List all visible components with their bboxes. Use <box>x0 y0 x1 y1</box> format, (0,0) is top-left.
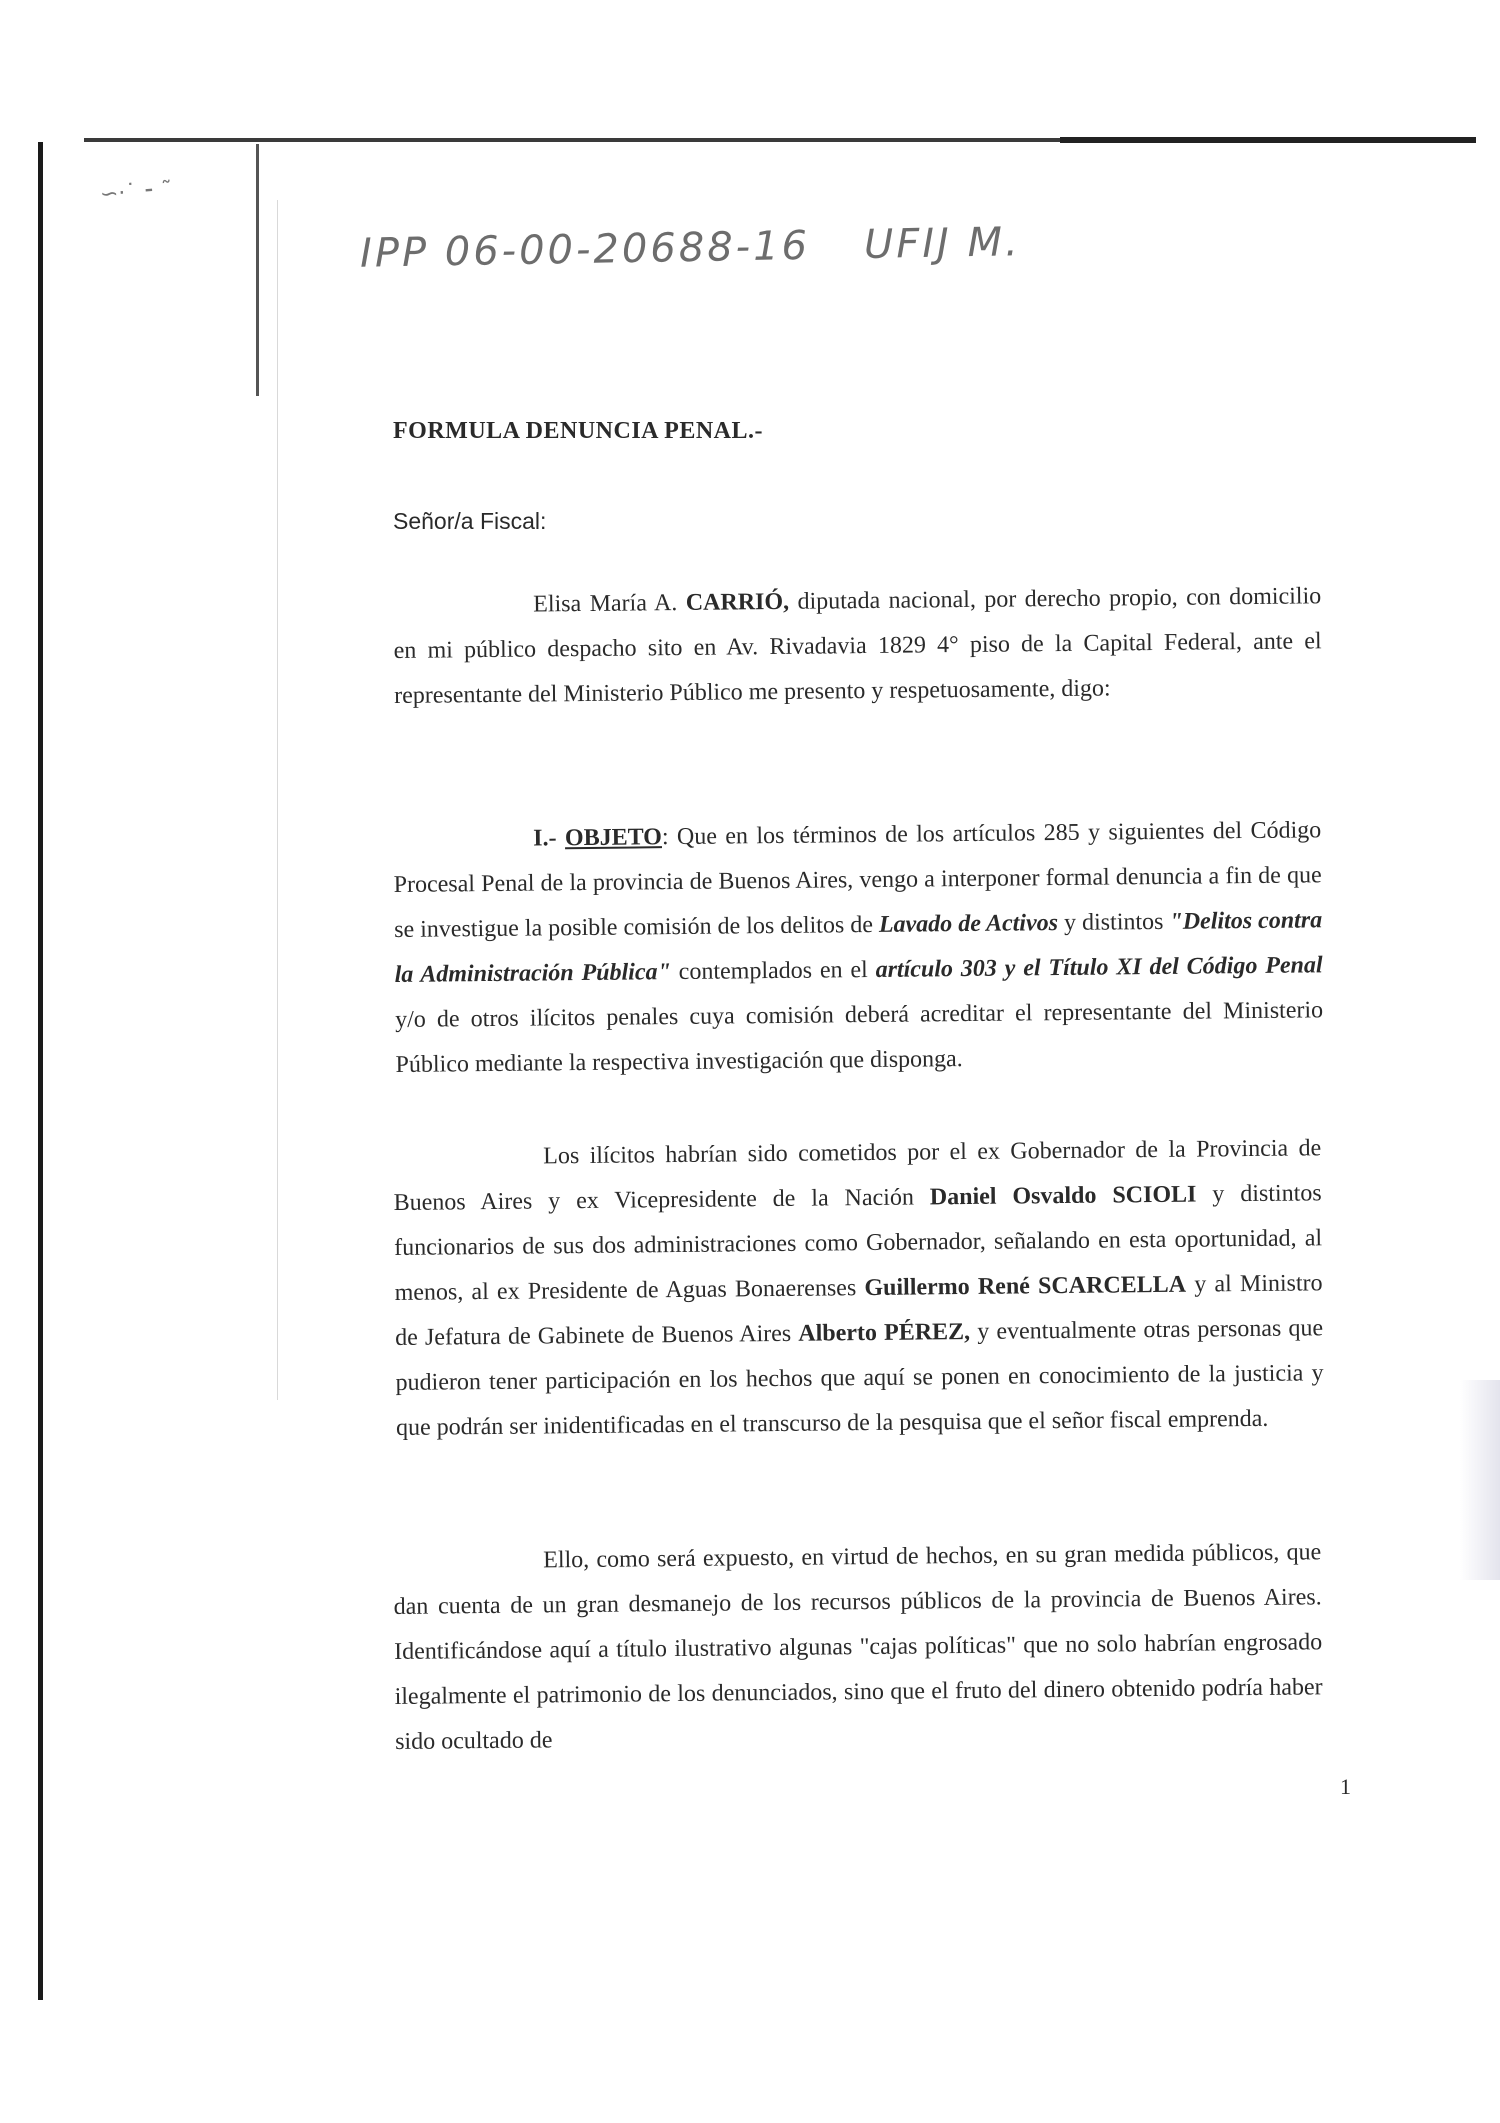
person-name: Guillermo René SCARCELLA <box>864 1271 1187 1302</box>
paragraph-intro <box>393 574 1322 719</box>
margin-guide <box>277 200 278 1400</box>
text-segment: Elisa María A. <box>533 589 686 618</box>
paragraph-objeto <box>393 808 1324 1088</box>
paragraph-accused <box>393 1126 1324 1451</box>
margin-scribble: ∽·˙ ⁃ ˜ <box>99 177 174 208</box>
text-segment: y/o de otros ilícitos penales cuya comisión deberá acreditar el representante del Ministerio Público mediante la respectiva investigación que disponga. <box>394 997 1324 1078</box>
scan-edge-bar <box>38 142 43 2000</box>
law-reference: artículo 303 y el Título XI del Código Penal <box>875 952 1323 983</box>
salutation: Señor/a Fiscal: <box>393 508 547 534</box>
text-segment: y eventualmente otras personas que pudieron tener participación en los hechos que aquí se ponen en conocimiento de la justicia y que podrán ser inidentificadas en el transcurso de la pesquisa que el señor fiscal emprenda. <box>395 1315 1324 1441</box>
person-name: Daniel Osvaldo SCIOLI <box>929 1181 1197 1211</box>
text-segment: y distintos funcionarios de sus dos administraciones como Gobernador, señalando en esta oportunidad, al menos, al ex Presidente de Aguas Bonaerenses <box>394 1180 1323 1306</box>
section-number: I.- <box>533 825 566 852</box>
page-number: 1 <box>1340 1774 1351 1799</box>
text-segment: Ello, como será expuesto, en virtud de hechos, en su gran medida públicos, que dan cuenta de un gran desmanejo de los recursos públicos de la provincia de Buenos Aires. Identificándose aquí a título ilustrativo algunas "cajas políticas" que no solo habrían engrosado ilegalmente el patrimonio de los denunciados, sino que el fruto del dinero obtenido podría haber sido ocultado de <box>393 1539 1323 1755</box>
text-segment: : Que en los términos de los artículos 285 y siguientes del Código Procesal Penal de la provincia de Buenos Aires, vengo a interponer formal denuncia a fin de que se investigue la posible comisión de los delitos de <box>393 817 1322 943</box>
section-heading: OBJETO <box>564 824 663 852</box>
case-unit: UFIJ M. <box>863 219 1022 268</box>
handwritten-case-number <box>360 219 1022 277</box>
person-name: CARRIÓ, <box>685 588 790 616</box>
text-segment: contemplados en el <box>670 956 876 986</box>
text-segment: y al Ministro de Jefatura de Gabinete de Buenos Aires <box>394 1270 1323 1351</box>
crime-name: "Delitos contra la Administración Pública" <box>394 907 1323 988</box>
paragraph-facts <box>393 1530 1323 1765</box>
text-segment: diputada nacional, por derecho propio, con domicilio en mi público despacho sito en Av. Rivadavia 1829 4° piso de la Capital Federal, ante el representante del Ministerio Público me presento y respetuosamente, digo: <box>393 583 1322 709</box>
crime-name: Lavado de Activos <box>878 910 1059 938</box>
top-rule-thick <box>1060 137 1476 143</box>
person-name: Alberto PÉREZ, <box>798 1318 971 1347</box>
scan-shadow <box>1460 1380 1500 1580</box>
document-title: FORMULA DENUNCIA PENAL.- <box>393 418 764 444</box>
case-code: IPP 06-00-20688-16 <box>359 222 811 277</box>
margin-line <box>256 144 259 396</box>
text-segment: Los ilícitos habrían sido cometidos por el ex Gobernador de la Provincia de Buenos Aires y ex Vicepresidente de la Nación <box>393 1135 1322 1216</box>
text-segment: y distintos <box>1057 908 1170 937</box>
